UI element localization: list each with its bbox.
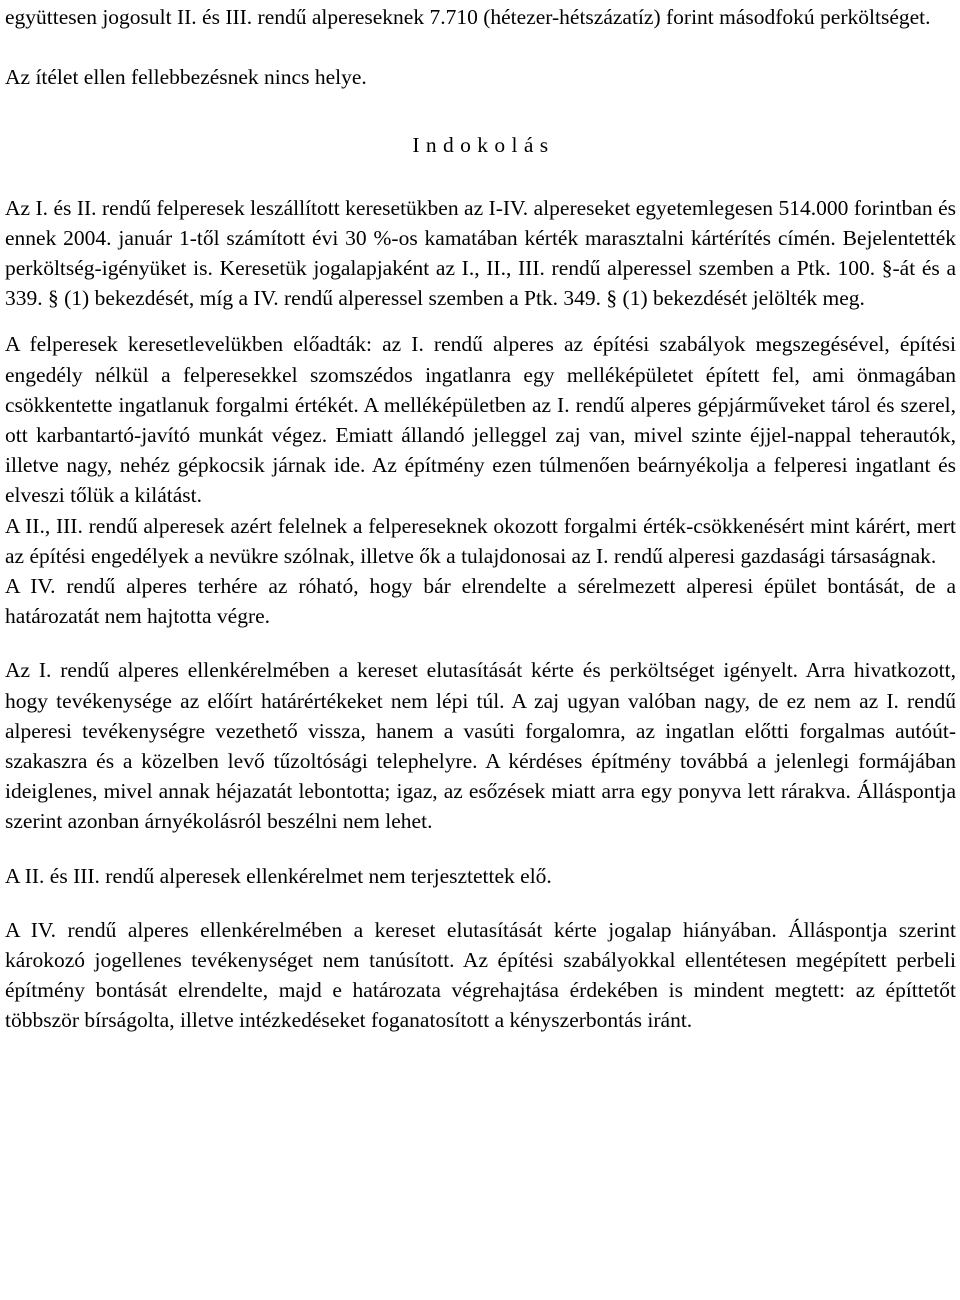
paragraph-no-appeal: Az ítélet ellen fellebbezésnek nincs helye.	[5, 65, 367, 90]
paragraph-no-counterclaim: A II. és III. rendű alperesek ellenkérelmet nem terjesztettek elő.	[5, 863, 552, 888]
paragraph-second-third-defendants: A II., III. rendű alperesek azért felelnek a felpereseknek okozott forgalmi érték-csökkenésért mint kárért, mert az építési engedélyek a nevükre szólnak, illetve ők a tulajdonosai az I. rendű alperesi gazdasági társaságnak.	[5, 513, 956, 568]
paragraph-plaintiffs-statement: A felperesek keresetlevelükben előadták: az I. rendű alperes az építési szabályok megszegésével, építési engedély nélkül a felperesekkel szomszédos ingatlanra egy melléképületet épített fel, ami önmagában csökkentette ingatlanuk forgalmi értékét. A melléképületben az I. rendű alperes gépjárműveket tárol és szerel, ott karbantartó-javító munkát végez. Emiatt állandó jelleggel zaj van, mivel szinte éjjel-nappal teherautók, illetve nagy, nehéz gépkocsik járnak ide. Az építmény ezen túlmenően beárnyékolja a felperesi ingatlant és elveszi tőlük a kilátást.	[5, 332, 956, 508]
section-heading-indokolas: I n d o k o l á s	[412, 133, 549, 158]
paragraph-fourth-defendant: A IV. rendű alperes terhére az róható, hogy bár elrendelte a sérelmezett alperesi épület bontását, de a határozatát nem hajtotta végre.	[5, 574, 956, 629]
paragraph-first-defendant-counterclaim: Az I. rendű alperes ellenkérelmében a kereset elutasítását kérte és perköltséget igényelt. Arra hivatkozott, hogy tevékenysége az előírt határértékeket nem lépi túl. A zaj ugyan valóban nagy, de ez nem az I. rendű alperesi tevékenységre vezethető vissza, hanem a vasúti forgalomra, az ingatlan előtti forgalmas autóút-szakaszra és a közelben levő tűzoltósági telephelyre. A kérdéses építmény továbbá a jelenlegi formájában ideiglenes, mivel annak héjazatát lebontotta; igaz, az esőzések miatt arra egy ponyva lett rárakva. Álláspontja szerint azonban árnyékolásról beszélni nem lehet.	[5, 658, 956, 834]
paragraph-fourth-defendant-counterclaim: A IV. rendű alperes ellenkérelmében a kereset elutasítását kérte jogalap hiányában. Álláspontja szerint károkozó jogellenes tevékenységet nem tanúsított. Az építési szabályokkal ellentétesen megépített perbeli építmény bontását elrendelte, majd e határozata végrehajtása érdekében is mindent megtett: az építtetőt többször bírságolta, illetve intézkedéseket foganatosított a kényszerbontás iránt.	[5, 917, 956, 1033]
paragraph-costs: együttesen jogosult II. és III. rendű alpereseknek 7.710 (hétezer-hétszázatíz) forint másodfokú perköltséget.	[5, 5, 931, 29]
paragraph-claim: Az I. és II. rendű felperesek leszállított keresetükben az I-IV. alpereseket egyetemlegesen 514.000 forintban és ennek 2004. január 1-től számított évi 30 %-os kamatában kérték marasztalni kártérítés címén. Bejelentették perköltség-igényüket is. Keresetük jogalapjaként az I., II., III. rendű alperessel szemben a Ptk. 100. §-át és a 339. § (1) bekezdését, míg a IV. rendű alperessel szemben a Ptk. 349. § (1) bekezdését jelölték meg.	[5, 195, 956, 311]
